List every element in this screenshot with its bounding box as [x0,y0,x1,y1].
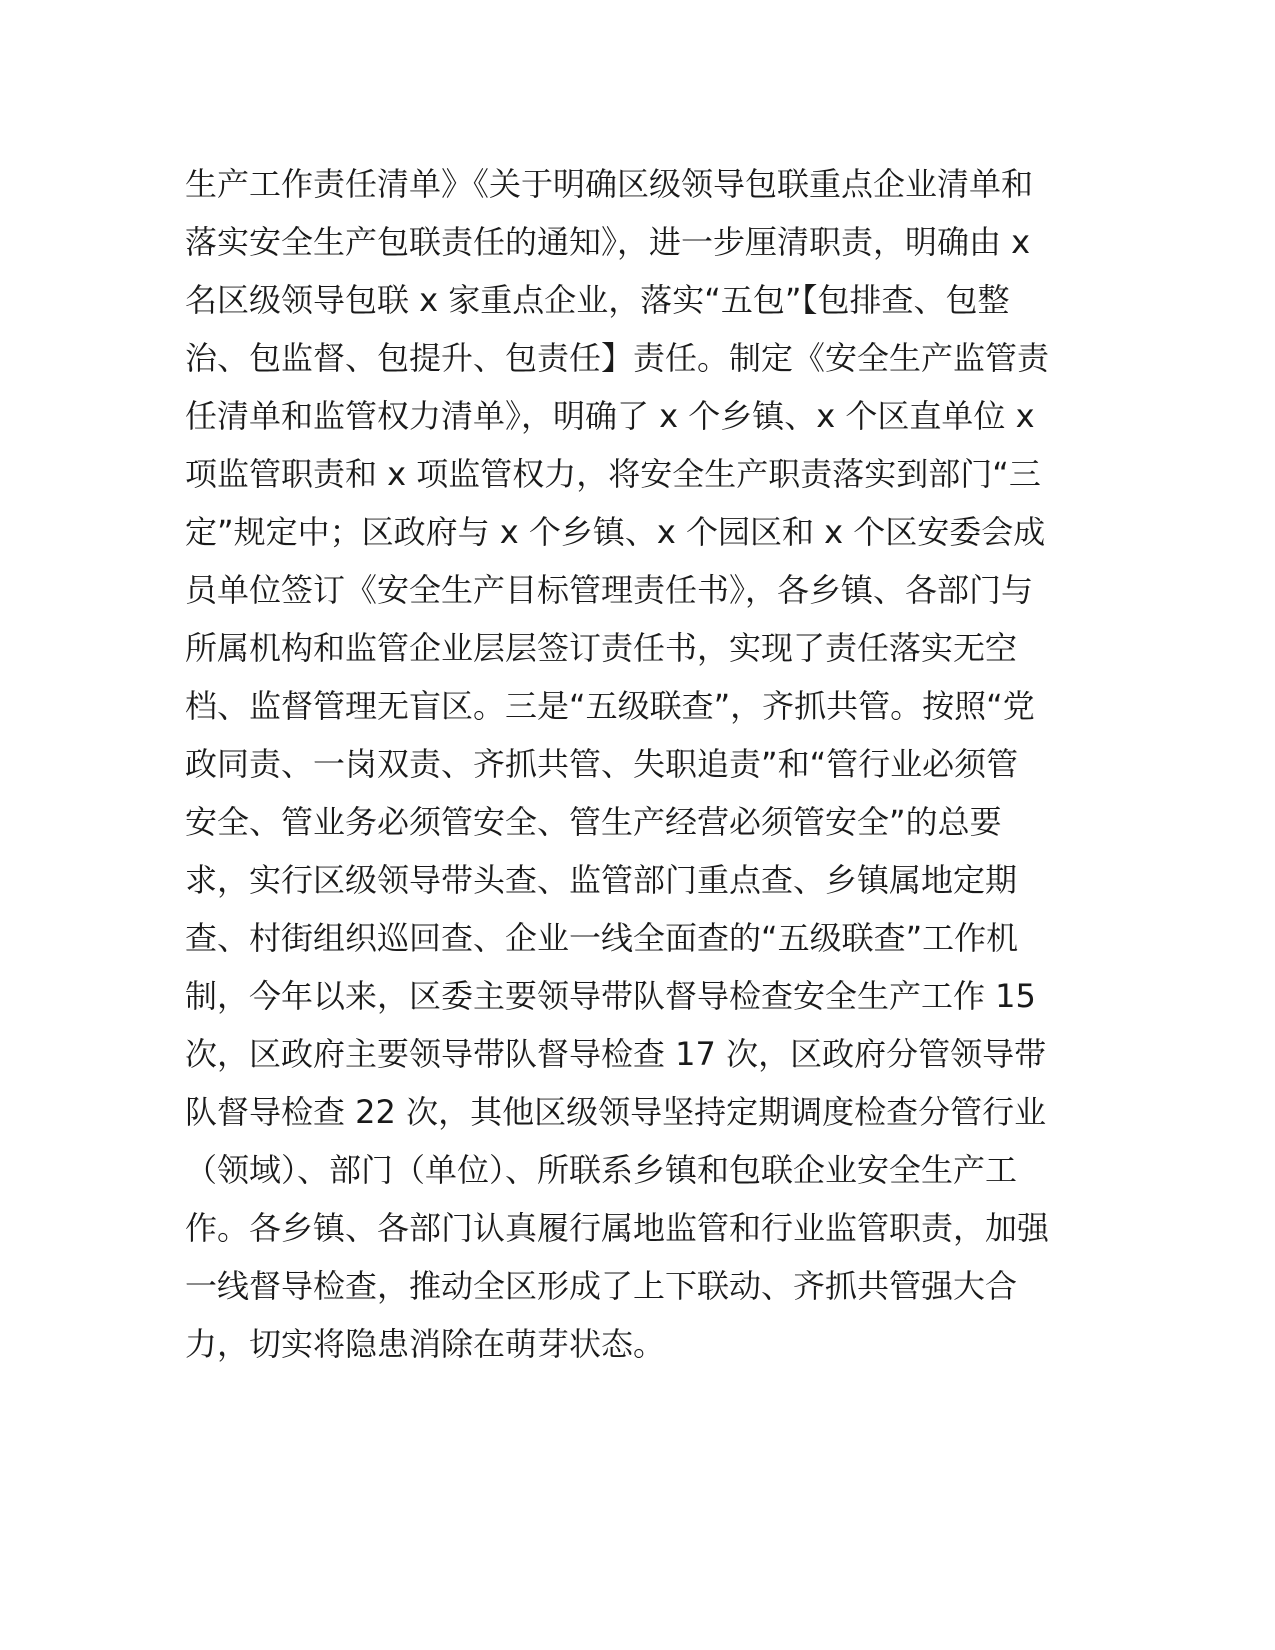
text-line: 队督导检查 22 次，其他区级领导坚持定期调度检查分管行业 [185,1093,1047,1131]
text-line: 制，今年以来，区委主要领导带队督导检查安全生产工作 15 [185,977,1036,1015]
text-line: 落实安全生产包联责任的通知》，进一步厘清职责，明确由 x [185,223,1031,261]
text-line: 名区级领导包联 x 家重点企业，落实“五包”【包排查、包整 [185,281,1010,319]
text-line: 档、监督管理无盲区。三是“五级联查”，齐抓共管。按照“党 [185,687,1035,725]
text-line: 查、村街组织巡回查、企业一线全面查的“五级联查”工作机 [185,919,1019,957]
text-line: 项监管职责和 x 项监管权力，将安全生产职责落实到部门“三 [185,455,1041,493]
body-paragraph [185,155,1085,1373]
text-line: 定”规定中；区政府与 x 个乡镇、x 个园区和 x 个区安委会成 [185,513,1046,551]
text-line: 求，实行区级领导带头查、监管部门重点查、乡镇属地定期 [185,861,1018,899]
text-line: 员单位签订《安全生产目标管理责任书》，各乡镇、各部门与 [185,571,1034,609]
text-line: 作。各乡镇、各部门认真履行属地监管和行业监管职责，加强 [185,1209,1050,1247]
text-line: 一线督导检查，推动全区形成了上下联动、齐抓共管强大合 [185,1267,1018,1305]
text-line: 力，切实将隐患消除在萌芽状态。 [185,1325,666,1363]
text-line: （领域）、部门（单位）、所联系乡镇和包联企业安全生产工 [185,1151,1018,1189]
text-line: 治、包监督、包提升、包责任】责任。制定《安全生产监管责 [185,339,1050,377]
text-line: 任清单和监管权力清单》，明确了 x 个乡镇、x 个区直单位 x [185,397,1035,435]
text-line: 生产工作责任清单》《关于明确区级领导包联重点企业清单和 [185,165,1034,203]
text-line: 安全、管业务必须管安全、管生产经营必须管安全”的总要 [185,803,1002,841]
text-line: 次，区政府主要领导带队督导检查 17 次，区政府分管领导带 [185,1035,1047,1073]
text-line: 所属机构和监管企业层层签订责任书，实现了责任落实无空 [185,629,1018,667]
text-line: 政同责、一岗双责、齐抓共管、失职追责”和“管行业必须管 [185,745,1019,783]
